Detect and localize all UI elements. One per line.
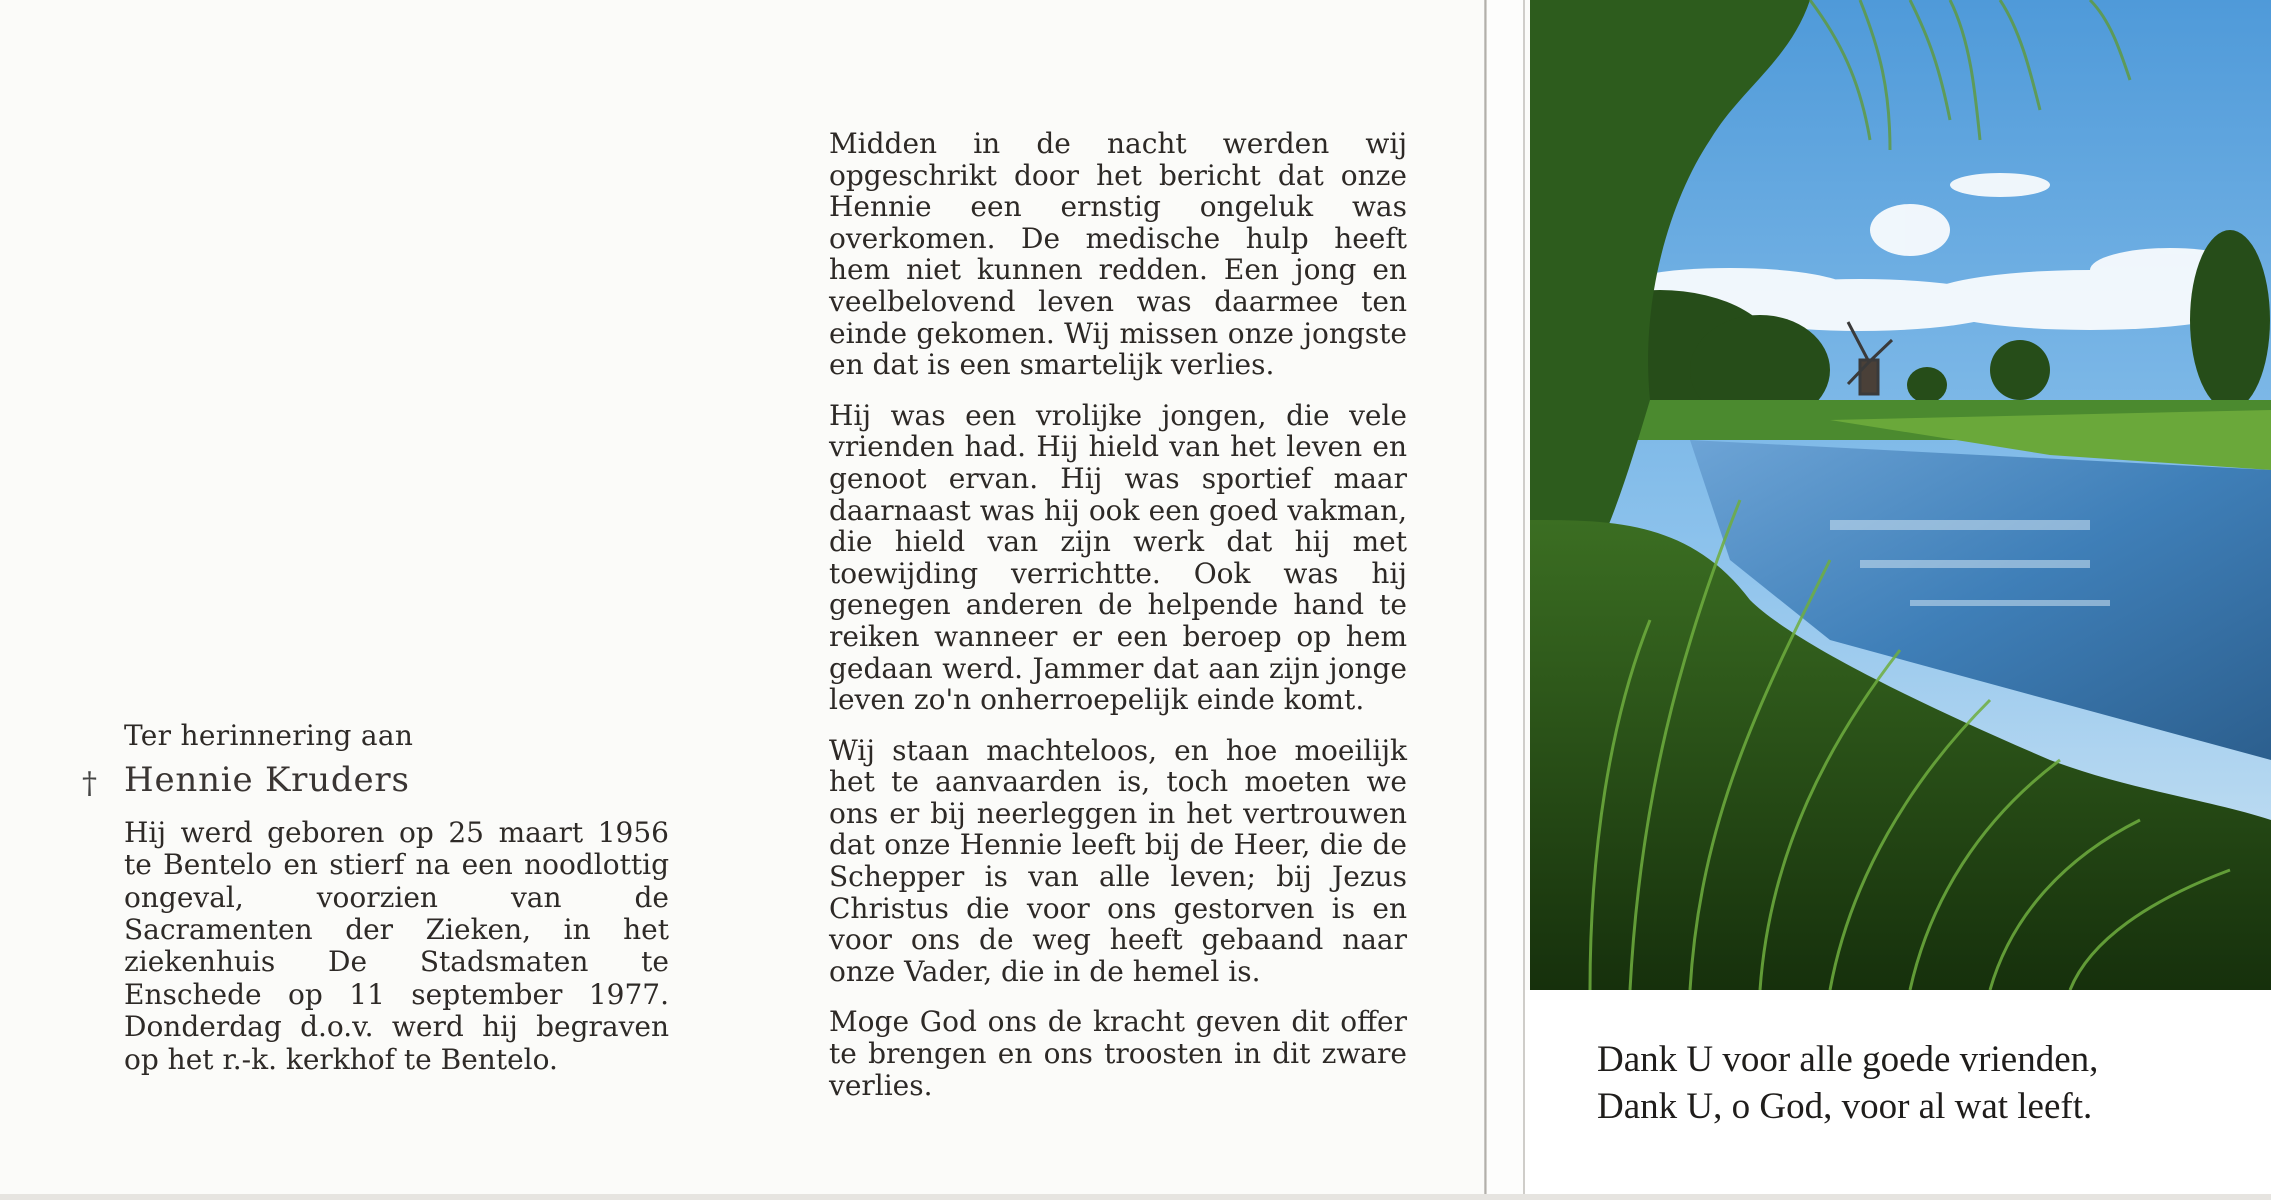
landscape-photo	[1530, 0, 2271, 990]
memorial-middle-panel	[829, 128, 1407, 1120]
intro-text: Ter herinnering aan	[124, 719, 414, 752]
paragraph-4: Moge God ons de kracht geven dit offer te brengen en ons troosten in dit zware verlies.	[829, 1005, 1407, 1102]
memorial-left-panel	[82, 719, 669, 1076]
paragraph-2: Hij was een vrolijke jongen, die vele vrienden had. Hij hield van het leven en genoot ervan. Hij was sportief maar daarnaast was hij ook een goed vakman, die hield van zijn werk dat hij met toewijding verrichtte. Ook was hij genegen anderen de helpende hand te reiken wanneer er een beroep op hem gedaan werd. Jammer dat aan zijn jonge leven zo'n onherroepelijk einde komt.	[829, 398, 1407, 717]
name-row	[82, 760, 669, 802]
paragraph-3: Wij staan machteloos, en hoe moeilijk het te aanvaarden is, toch moeten we ons er bij neerleggen in het vertrouwen dat onze Hennie leeft bij de Heer, die de Schepper is van alle leven; bij Jezus Christus die voor ons gestorven is en voor ons de weg heeft gebaand naar onze Vader, die in de hemel is.	[829, 733, 1407, 988]
paragraph-1: Midden in de nacht werden wij opgeschrikt door het bericht dat onze Hennie een ernstig ongeluk was overkomen. De medische hulp heeft hem niet kunnen redden. Een jong en veelbelovend leven was daarmee ten einde gekomen. Wij missen onze jongste en dat is een smartelijk verlies.	[829, 127, 1407, 382]
caption-line-2: Dank U, o God, voor al wat leeft.	[1597, 1086, 2093, 1127]
landscape-illustration	[1530, 0, 2271, 990]
biography-text: Hij werd geboren op 25 maart 1956 te Bentelo en stierf na een noodlottig ongeval, voorzien van de Sacramenten der Zieken, in het ziekenhuis De Stadsmaten te Enschede op 11 september 1977. Donderdag d.o.v. werd hij begraven op het r.-k. kerkhof te Bentelo.	[124, 815, 669, 1076]
caption-line-1: Dank U voor alle goede vrienden,	[1597, 1039, 2099, 1080]
cross-icon: †	[82, 766, 97, 802]
deceased-name: Hennie Kruders	[124, 760, 410, 801]
prayer-caption	[1597, 1036, 2257, 1130]
bottom-edge	[0, 1194, 2271, 1200]
panel-gap	[1487, 0, 1523, 1200]
